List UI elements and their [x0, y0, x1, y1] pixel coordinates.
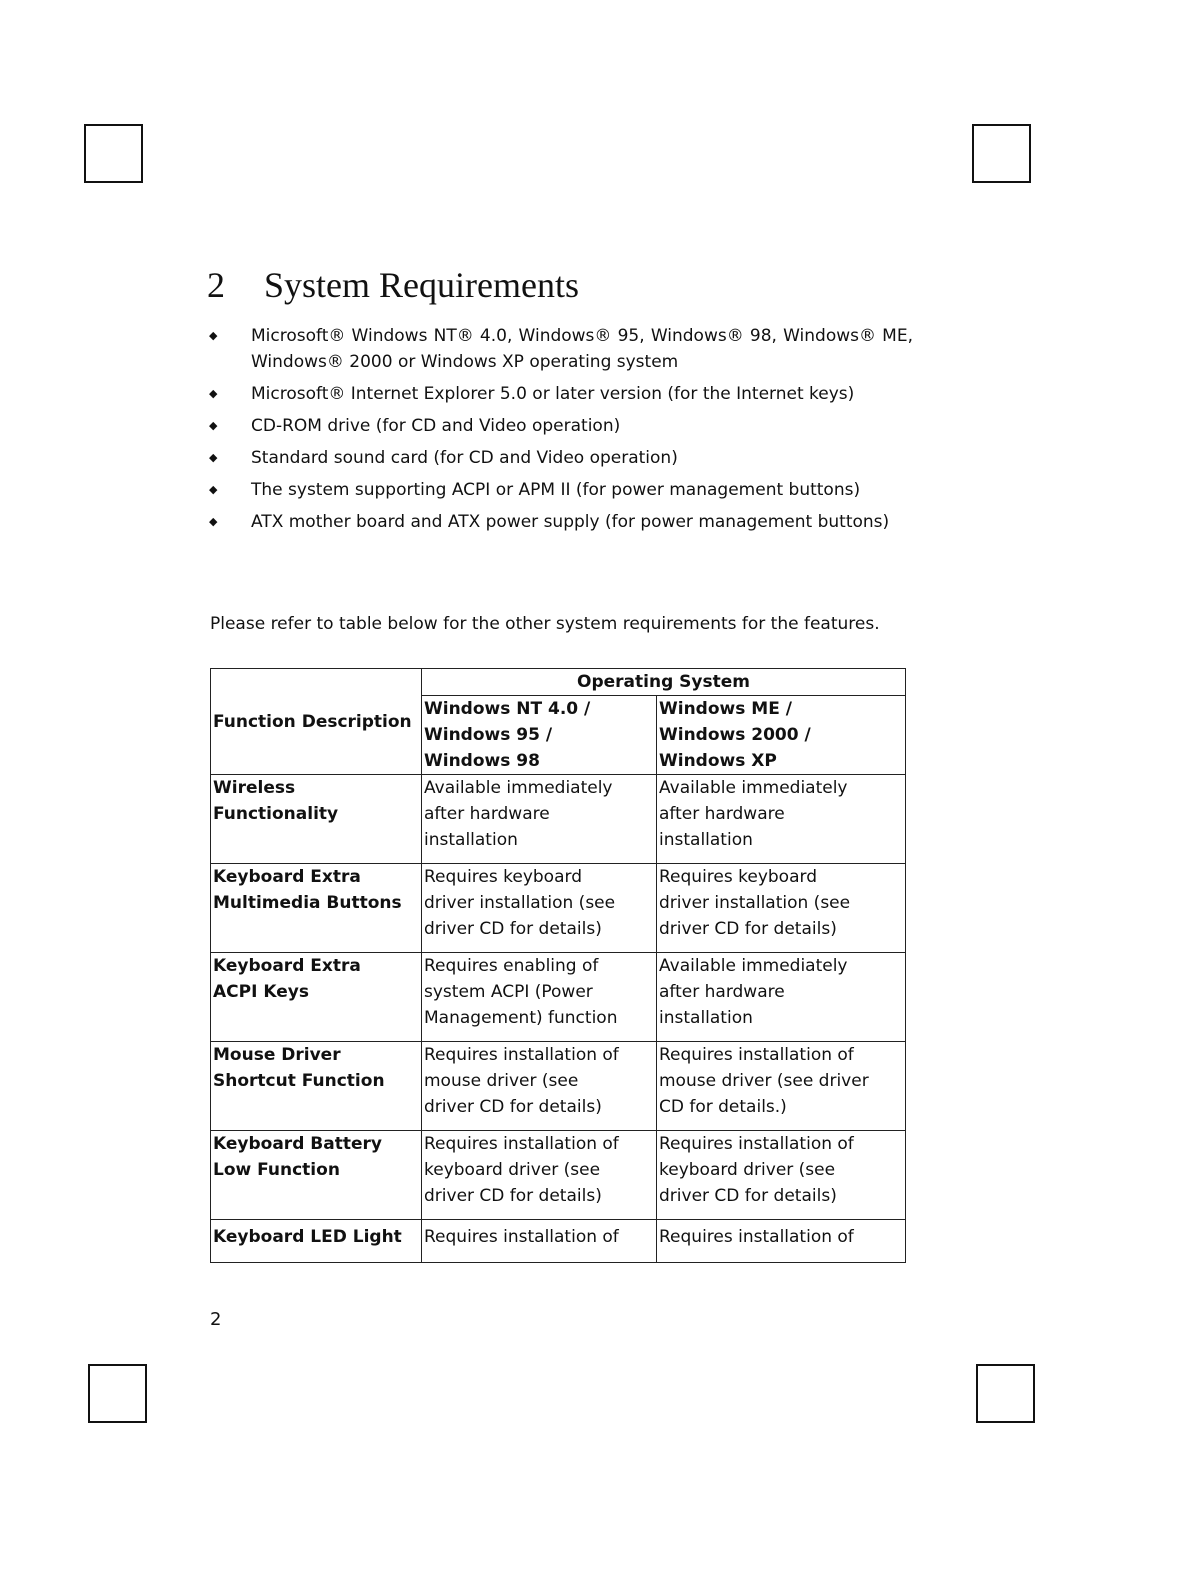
cell-line: Requires installation of — [659, 1045, 854, 1065]
function-cell — [211, 1131, 422, 1220]
bullet-icon: ◆ — [209, 515, 218, 528]
cell-line: installation — [659, 1008, 753, 1028]
cell-line: Keyboard Extra — [213, 956, 361, 976]
bullet-icon: ◆ — [209, 387, 218, 400]
requirement-cell — [657, 953, 906, 1042]
list-item-text: The system supporting ACPI or APM II (for power management buttons) — [251, 480, 861, 500]
requirement-cell — [657, 1042, 906, 1131]
cell-line: Windows XP — [659, 751, 777, 771]
cell-line: Windows 95 / — [424, 725, 553, 745]
cell-line: Multimedia Buttons — [213, 893, 402, 913]
requirement-cell — [657, 864, 906, 953]
cell-line: Mouse Driver — [213, 1045, 341, 1065]
cell-line: installation — [424, 830, 518, 850]
requirement-cell — [422, 1220, 657, 1263]
requirements-table — [210, 668, 906, 1263]
header-os-group-1 — [422, 696, 657, 775]
cell-line: Functionality — [213, 804, 339, 824]
table-row — [211, 1220, 906, 1263]
requirement-cell — [657, 775, 906, 864]
table-row — [211, 1042, 906, 1131]
cell-line: after hardware — [424, 804, 550, 824]
list-item — [207, 381, 913, 407]
cell-line: driver CD for details) — [424, 1097, 602, 1117]
table-row — [211, 953, 906, 1042]
requirements-list — [207, 323, 913, 541]
cell-line: Windows NT 4.0 / — [424, 699, 591, 719]
registration-mark-bottom-right — [976, 1364, 1035, 1423]
cell-line: driver CD for details) — [659, 1186, 837, 1206]
bullet-icon: ◆ — [209, 483, 218, 496]
cell-line: CD for details.) — [659, 1097, 787, 1117]
list-item-text: Standard sound card (for CD and Video operation) — [251, 448, 678, 468]
cell-line: Available immediately — [424, 778, 613, 798]
cell-line: Windows ME / — [659, 699, 792, 719]
cell-line: Available immediately — [659, 778, 848, 798]
bullet-icon: ◆ — [209, 419, 218, 432]
function-cell — [211, 1042, 422, 1131]
intro-paragraph: Please refer to table below for the other system requirements for the features. — [210, 614, 880, 634]
requirement-cell — [657, 1220, 906, 1263]
table-row — [211, 864, 906, 953]
header-operating-system: Operating System — [422, 669, 906, 696]
cell-line: keyboard driver (see — [659, 1160, 836, 1180]
cell-line: Requires enabling of — [424, 956, 599, 976]
table-row — [211, 1131, 906, 1220]
function-cell — [211, 775, 422, 864]
function-cell — [211, 953, 422, 1042]
cell-line: Windows 2000 / — [659, 725, 811, 745]
requirement-cell — [657, 1131, 906, 1220]
table-row — [211, 775, 906, 864]
list-item-text: CD-ROM drive (for CD and Video operation) — [251, 416, 621, 436]
list-item-text: ATX mother board and ATX power supply (for power management buttons) — [251, 512, 890, 532]
cell-line: installation — [659, 830, 753, 850]
cell-line: Keyboard LED Light — [213, 1227, 402, 1247]
requirement-cell — [422, 953, 657, 1042]
cell-line: Requires installation of — [659, 1227, 854, 1247]
cell-line: keyboard driver (see — [424, 1160, 601, 1180]
header-os-group-2 — [657, 696, 906, 775]
bullet-icon: ◆ — [209, 451, 218, 464]
cell-line: Management) function — [424, 1008, 618, 1028]
cell-line: Requires installation of — [424, 1045, 619, 1065]
cell-line: driver CD for details) — [424, 919, 602, 939]
requirement-cell — [422, 864, 657, 953]
cell-line: Requires keyboard — [659, 867, 817, 887]
cell-line: Keyboard Battery — [213, 1134, 382, 1154]
registration-mark-bottom-left — [88, 1364, 147, 1423]
cell-line: Available immediately — [659, 956, 848, 976]
cell-line: driver installation (see — [424, 893, 616, 913]
cell-line: Requires installation of — [424, 1227, 619, 1247]
cell-line: Requires keyboard — [424, 867, 582, 887]
cell-line: driver CD for details) — [424, 1186, 602, 1206]
cell-line: system ACPI (Power — [424, 982, 593, 1002]
list-item-text: Microsoft® Internet Explorer 5.0 or later version (for the Internet keys) — [251, 384, 855, 404]
cell-line: Keyboard Extra — [213, 867, 361, 887]
function-cell — [211, 1220, 422, 1263]
registration-mark-top-left — [84, 124, 143, 183]
cell-line: after hardware — [659, 982, 785, 1002]
section-title: System Requirements — [264, 265, 579, 305]
list-item — [207, 445, 913, 471]
cell-line: Shortcut Function — [213, 1071, 385, 1091]
cell-line: mouse driver (see — [424, 1071, 579, 1091]
list-item — [207, 413, 913, 439]
registration-mark-top-right — [972, 124, 1031, 183]
section-number: 2 — [207, 265, 225, 305]
list-item — [207, 477, 913, 503]
bullet-icon: ◆ — [209, 329, 218, 342]
cell-line: Wireless — [213, 778, 296, 798]
list-item-text: Microsoft® Windows NT® 4.0, Windows® 95, Windows® 98, Windows® ME, Windows® 2000 or Windows XP operating system — [251, 326, 913, 372]
section-heading — [207, 264, 579, 306]
header-function-description: Function Description — [211, 669, 422, 775]
requirement-cell — [422, 1042, 657, 1131]
cell-line: Requires installation of — [659, 1134, 854, 1154]
cell-line: mouse driver (see driver — [659, 1071, 869, 1091]
list-item — [207, 509, 913, 535]
cell-line: Requires installation of — [424, 1134, 619, 1154]
cell-line: Windows 98 — [424, 751, 540, 771]
cell-line: after hardware — [659, 804, 785, 824]
cell-line: driver CD for details) — [659, 919, 837, 939]
cell-line: ACPI Keys — [213, 982, 309, 1002]
list-item — [207, 323, 913, 375]
cell-line: Low Function — [213, 1160, 340, 1180]
requirement-cell — [422, 775, 657, 864]
cell-line: driver installation (see — [659, 893, 851, 913]
function-cell — [211, 864, 422, 953]
page-number: 2 — [210, 1309, 222, 1330]
requirement-cell — [422, 1131, 657, 1220]
